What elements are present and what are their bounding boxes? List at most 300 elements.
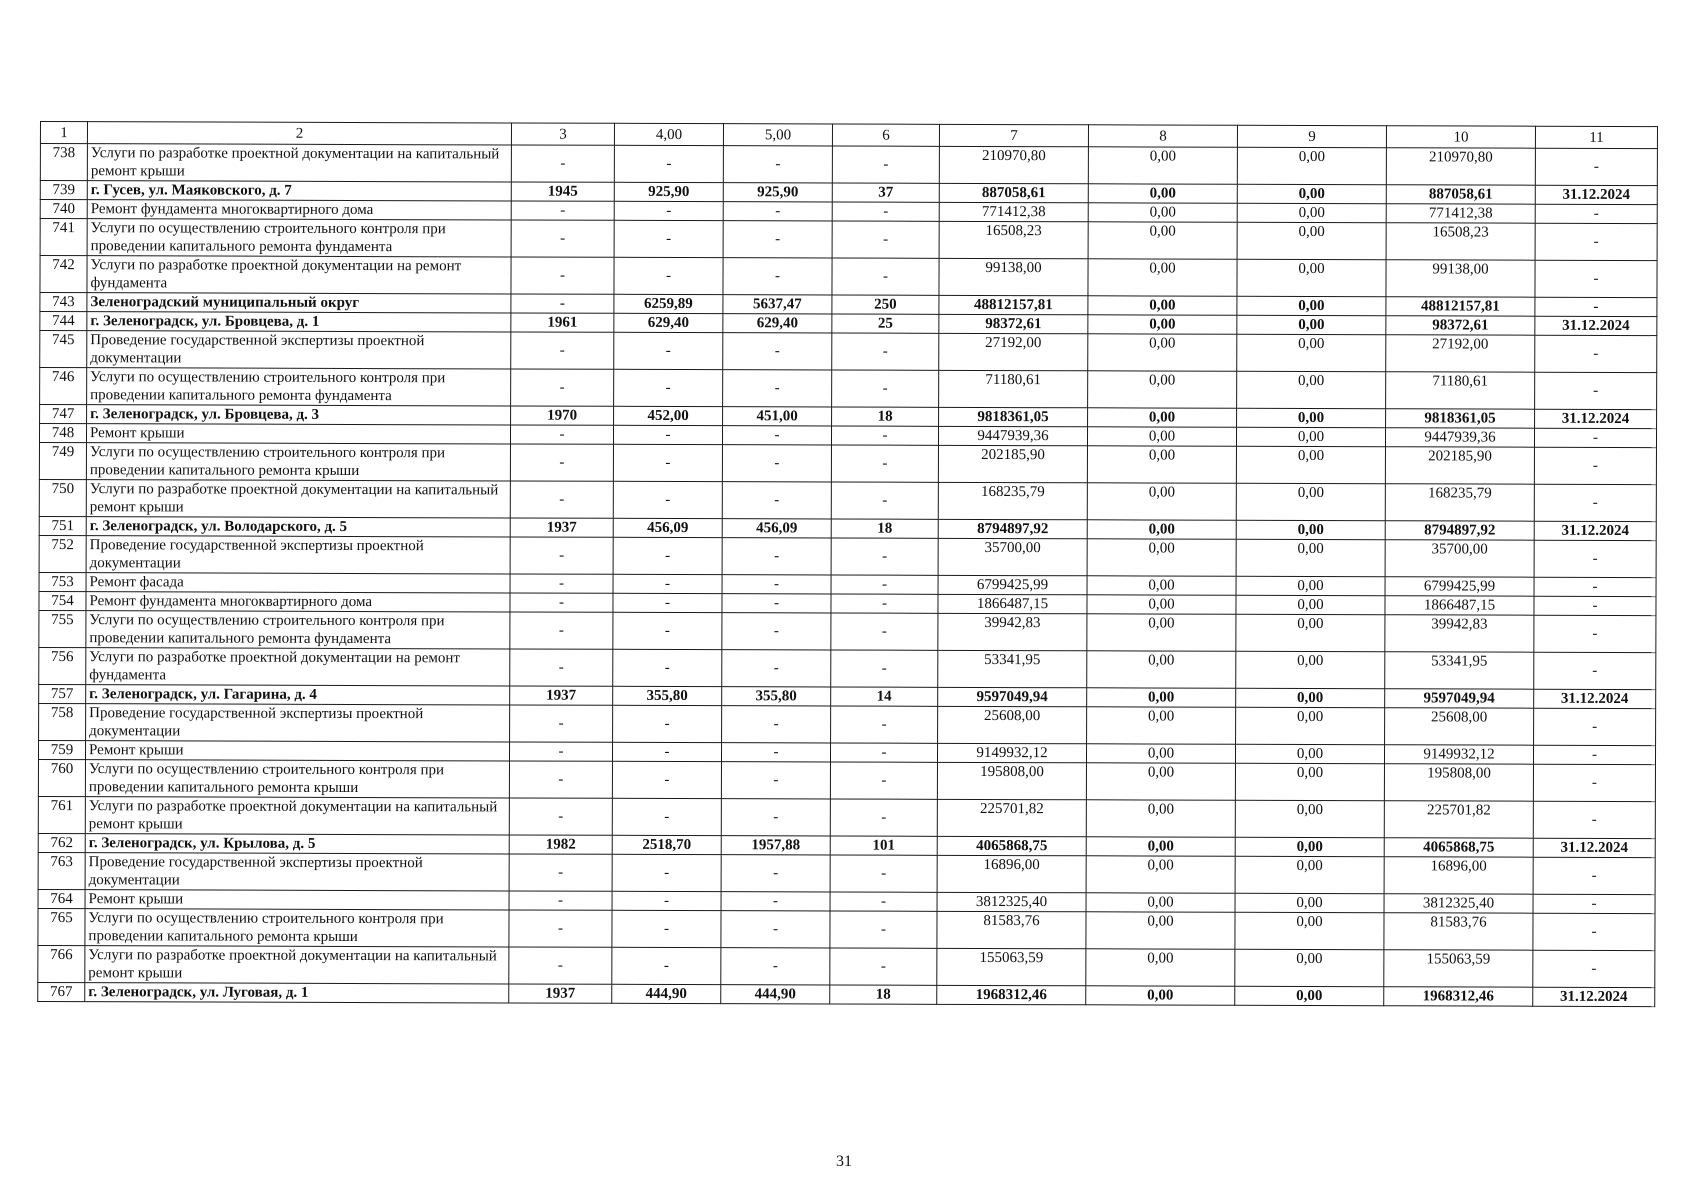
col-header: 9 — [1237, 125, 1386, 147]
fund-amount: 0,00 — [1088, 296, 1237, 315]
row-number: 740 — [40, 200, 87, 219]
budget-amount: 0,00 — [1236, 576, 1385, 595]
completion-date: - — [1534, 428, 1656, 447]
total-cost: 48812157,81 — [939, 295, 1088, 314]
row-number: 746 — [40, 368, 87, 405]
register-sheet — [40, 121, 1657, 1005]
total-cost: 99138,00 — [939, 258, 1088, 295]
year-built: - — [511, 220, 614, 257]
budget-amount: 0,00 — [1235, 837, 1384, 856]
budget-amount: 0,00 — [1237, 184, 1386, 203]
living-area: - — [723, 258, 832, 295]
completion-date: - — [1534, 484, 1656, 521]
budget-amount: 0,00 — [1235, 763, 1384, 800]
owner-funds: 48812157,81 — [1386, 297, 1535, 316]
col-header: 5,00 — [723, 124, 832, 146]
row-number: 760 — [38, 759, 85, 796]
total-area: - — [614, 145, 723, 182]
residents: 18 — [832, 407, 939, 426]
year-built: - — [510, 481, 613, 518]
completion-date: - — [1533, 857, 1655, 894]
completion-date: - — [1535, 372, 1657, 409]
total-area: - — [613, 612, 722, 649]
year-built: - — [509, 891, 612, 910]
completion-date: - — [1534, 708, 1656, 745]
budget-amount: 0,00 — [1237, 222, 1386, 259]
completion-date: 31.12.2024 — [1533, 838, 1655, 857]
col-header: 7 — [939, 124, 1088, 146]
year-built: - — [510, 537, 613, 574]
residents: - — [832, 258, 939, 295]
item-description: Ремонт фундамента многоквартирного дома — [86, 592, 510, 612]
fund-amount: 0,00 — [1087, 446, 1236, 483]
year-built: - — [509, 947, 612, 984]
total-area: - — [614, 201, 723, 220]
total-area: - — [613, 537, 722, 574]
completion-date: - — [1534, 447, 1656, 484]
completion-date: - — [1534, 615, 1656, 652]
budget-amount: 0,00 — [1237, 259, 1386, 296]
item-description: г. Зеленоградск, ул. Володарского, д. 5 — [86, 517, 510, 537]
total-area: - — [612, 891, 721, 910]
living-area: - — [722, 426, 831, 445]
residents: - — [831, 426, 938, 445]
year-built: - — [509, 742, 612, 761]
owner-funds: 81583,76 — [1384, 913, 1533, 950]
capital-repair-table — [37, 121, 1658, 1007]
work-item-row — [39, 647, 1656, 689]
owner-funds: 168235,79 — [1385, 484, 1534, 521]
living-area: - — [723, 221, 832, 258]
living-area: - — [722, 613, 831, 650]
fund-amount: 0,00 — [1088, 259, 1237, 296]
completion-date: - — [1534, 540, 1656, 577]
residents: - — [830, 911, 937, 948]
budget-amount: 0,00 — [1237, 334, 1386, 371]
row-number: 744 — [40, 312, 87, 331]
completion-date: 31.12.2024 — [1533, 987, 1655, 1006]
total-cost: 195808,00 — [937, 762, 1086, 799]
living-area: 5637,47 — [723, 295, 832, 314]
living-area: - — [721, 892, 830, 911]
total-area: - — [612, 854, 721, 891]
living-area: - — [723, 333, 832, 370]
owner-funds: 53341,95 — [1385, 652, 1534, 689]
item-description: Ремонт крыши — [86, 424, 510, 444]
budget-amount: 0,00 — [1235, 800, 1384, 837]
total-area: 6259,89 — [614, 294, 723, 313]
col-header: 8 — [1088, 125, 1237, 147]
living-area: 355,80 — [722, 687, 831, 706]
budget-amount: 0,00 — [1237, 147, 1386, 184]
fund-amount: 0,00 — [1086, 856, 1235, 893]
col-header: 2 — [87, 122, 511, 145]
residents: 250 — [832, 295, 939, 314]
item-description: Услуги по осуществлению строительного контроля при проведении капитального ремонта фундамента — [87, 368, 511, 406]
budget-amount: 0,00 — [1236, 614, 1385, 651]
year-built: - — [509, 798, 612, 835]
col-header: 1 — [40, 122, 87, 144]
living-area: - — [721, 762, 830, 799]
work-item-row — [39, 703, 1656, 745]
total-cost: 168235,79 — [938, 482, 1087, 519]
owner-funds: 155063,59 — [1384, 950, 1533, 987]
completion-date: - — [1533, 745, 1655, 764]
item-description: Ремонт фасада — [86, 573, 510, 593]
row-number: 745 — [40, 331, 87, 368]
work-item-row — [39, 442, 1656, 484]
budget-amount: 0,00 — [1236, 483, 1385, 520]
total-area: - — [614, 257, 723, 294]
fund-amount: 0,00 — [1086, 800, 1235, 837]
year-built: - — [509, 854, 612, 891]
budget-amount: 0,00 — [1235, 949, 1384, 986]
total-cost: 9818361,05 — [939, 407, 1088, 426]
row-number: 767 — [38, 982, 85, 1001]
total-cost: 9597049,94 — [938, 687, 1087, 706]
year-built: - — [510, 705, 613, 742]
completion-date: - — [1533, 950, 1655, 987]
work-item-row — [38, 759, 1655, 801]
owner-funds: 210970,80 — [1386, 148, 1535, 185]
total-cost: 6799425,99 — [938, 575, 1087, 594]
item-description: Услуги по осуществлению строительного контроля при проведении капитального ремонта фундамента — [87, 219, 511, 257]
living-area: - — [723, 370, 832, 407]
total-cost: 9149932,12 — [937, 743, 1086, 762]
living-area: 456,09 — [722, 519, 831, 538]
living-area: - — [721, 799, 830, 836]
budget-amount: 0,00 — [1235, 986, 1384, 1005]
budget-amount: 0,00 — [1237, 203, 1386, 222]
item-description: г. Зеленоградск, ул. Крылова, д. 5 — [85, 834, 509, 854]
year-built: 1945 — [511, 182, 614, 201]
fund-amount: 0,00 — [1087, 651, 1236, 688]
year-built: - — [510, 444, 613, 481]
page-number: 31 — [836, 1153, 852, 1170]
completion-date: - — [1534, 652, 1656, 689]
owner-funds: 35700,00 — [1385, 540, 1534, 577]
budget-amount: 0,00 — [1236, 595, 1385, 614]
fund-amount: 0,00 — [1087, 520, 1236, 539]
completion-date: - — [1534, 577, 1656, 596]
total-area: 925,90 — [614, 182, 723, 201]
total-cost: 1968312,46 — [937, 985, 1086, 1004]
owner-funds: 6799425,99 — [1385, 577, 1534, 596]
budget-amount: 0,00 — [1237, 408, 1386, 427]
completion-date: - — [1533, 894, 1655, 913]
total-area: 444,90 — [612, 984, 721, 1003]
item-description: Ремонт фундамента многоквартирного дома — [87, 200, 511, 220]
completion-date: 31.12.2024 — [1535, 185, 1657, 204]
budget-amount: 0,00 — [1236, 651, 1385, 688]
total-cost: 16508,23 — [939, 221, 1088, 258]
year-built: 1937 — [510, 518, 613, 537]
col-header: 3 — [511, 123, 614, 145]
residents: - — [832, 146, 939, 183]
item-description: Услуги по разработке проектной документации на капитальный ремонт крыши — [85, 946, 509, 984]
residents: 18 — [830, 985, 937, 1004]
residents: - — [830, 948, 937, 985]
budget-amount: 0,00 — [1236, 520, 1385, 539]
living-area: - — [721, 743, 830, 762]
total-cost: 53341,95 — [938, 650, 1087, 687]
living-area: - — [722, 575, 831, 594]
owner-funds: 16508,23 — [1386, 223, 1535, 260]
residents: - — [832, 221, 939, 258]
residents: - — [831, 575, 938, 594]
fund-amount: 0,00 — [1088, 408, 1237, 427]
total-cost: 71180,61 — [939, 370, 1088, 407]
total-cost: 3812325,40 — [937, 892, 1086, 911]
col-header: 4,00 — [614, 123, 723, 145]
owner-funds: 71180,61 — [1386, 372, 1535, 409]
completion-date: - — [1533, 913, 1655, 950]
owner-funds: 9149932,12 — [1384, 745, 1533, 764]
budget-amount: 0,00 — [1236, 427, 1385, 446]
total-cost: 35700,00 — [938, 538, 1087, 575]
row-number: 756 — [39, 647, 86, 684]
budget-amount: 0,00 — [1236, 539, 1385, 576]
item-description: Услуги по осуществлению строительного контроля при проведении капитального ремонта крыши — [85, 909, 509, 947]
row-number: 759 — [38, 740, 85, 759]
fund-amount: 0,00 — [1087, 707, 1236, 744]
total-cost: 771412,38 — [939, 202, 1088, 221]
total-area: - — [612, 742, 721, 761]
living-area: - — [721, 948, 830, 985]
year-built: - — [511, 201, 614, 220]
living-area: - — [722, 538, 831, 575]
total-cost: 25608,00 — [938, 706, 1087, 743]
work-item-row — [40, 144, 1657, 186]
year-built: - — [509, 910, 612, 947]
owner-funds: 99138,00 — [1386, 260, 1535, 297]
row-number: 738 — [40, 144, 87, 181]
budget-amount: 0,00 — [1236, 446, 1385, 483]
owner-funds: 39942,83 — [1385, 615, 1534, 652]
completion-date: 31.12.2024 — [1534, 689, 1656, 708]
budget-amount: 0,00 — [1236, 707, 1385, 744]
total-area: - — [614, 332, 723, 369]
completion-date: 31.12.2024 — [1535, 316, 1657, 335]
residents: 18 — [831, 519, 938, 538]
item-description: Ремонт крыши — [85, 890, 509, 910]
year-built: - — [510, 612, 613, 649]
total-cost: 202185,90 — [938, 445, 1087, 482]
owner-funds: 771412,38 — [1386, 204, 1535, 223]
residents: 14 — [831, 687, 938, 706]
residents: - — [831, 594, 938, 613]
col-header: 10 — [1386, 126, 1535, 148]
year-built: 1961 — [511, 313, 614, 332]
living-area: 629,40 — [723, 314, 832, 333]
budget-amount: 0,00 — [1237, 315, 1386, 334]
total-area: - — [613, 593, 722, 612]
work-item-row — [40, 256, 1657, 298]
item-description: Услуги по осуществлению строительного контроля при проведении капитального ремонта фундамента — [86, 611, 510, 649]
year-built: 1982 — [509, 835, 612, 854]
item-description: г. Зеленоградск, ул. Бровцева, д. 3 — [87, 405, 511, 425]
living-area: 1957,88 — [721, 836, 830, 855]
fund-amount: 0,00 — [1086, 912, 1235, 949]
living-area: - — [722, 706, 831, 743]
budget-amount: 0,00 — [1235, 856, 1384, 893]
total-cost: 98372,61 — [939, 314, 1088, 333]
completion-date: - — [1535, 260, 1657, 297]
item-description: г. Зеленоградск, ул. Луговая, д. 1 — [85, 983, 509, 1003]
row-number: 764 — [38, 889, 85, 908]
total-area: - — [614, 220, 723, 257]
row-number: 743 — [40, 293, 87, 312]
living-area: - — [722, 650, 831, 687]
col-header: 11 — [1535, 126, 1657, 148]
row-number: 739 — [40, 181, 87, 200]
year-built: - — [510, 593, 613, 612]
total-area: 355,80 — [613, 686, 722, 705]
fund-amount: 0,00 — [1088, 371, 1237, 408]
completion-date: - — [1535, 223, 1657, 260]
residents: - — [830, 743, 937, 762]
row-number: 747 — [40, 405, 87, 424]
item-description: Услуги по разработке проектной документации на ремонт фундамента — [87, 256, 511, 294]
owner-funds: 225701,82 — [1384, 801, 1533, 838]
owner-funds: 98372,61 — [1386, 316, 1535, 335]
owner-funds: 25608,00 — [1385, 708, 1534, 745]
total-area: - — [612, 910, 721, 947]
owner-funds: 4065868,75 — [1384, 838, 1533, 857]
row-number: 763 — [38, 852, 85, 889]
owner-funds: 887058,61 — [1386, 185, 1535, 204]
item-description: Услуги по разработке проектной документации на ремонт фундамента — [86, 648, 510, 686]
fund-amount: 0,00 — [1087, 539, 1236, 576]
year-built: - — [511, 294, 614, 313]
fund-amount: 0,00 — [1086, 893, 1235, 912]
item-description: г. Зеленоградск, ул. Гагарина, д. 4 — [86, 685, 510, 705]
row-number: 753 — [39, 572, 86, 591]
owner-funds: 16896,00 — [1384, 857, 1533, 894]
item-description: Услуги по разработке проектной документации на капитальный ремонт крыши — [86, 480, 510, 518]
completion-date: 31.12.2024 — [1535, 409, 1657, 428]
total-cost: 4065868,75 — [937, 836, 1086, 855]
fund-amount: 0,00 — [1088, 334, 1237, 371]
residents: - — [831, 706, 938, 743]
total-area: 629,40 — [614, 313, 723, 332]
total-cost: 8794897,92 — [938, 519, 1087, 538]
fund-amount: 0,00 — [1088, 147, 1237, 184]
residents: - — [831, 445, 938, 482]
budget-amount: 0,00 — [1237, 296, 1386, 315]
completion-date: - — [1534, 596, 1656, 615]
row-number: 765 — [38, 908, 85, 945]
total-area: - — [613, 649, 722, 686]
residents: - — [830, 799, 937, 836]
total-cost: 9447939,36 — [938, 426, 1087, 445]
item-description: Услуги по осуществлению строительного контроля при проведении капитального ремонта крыши — [85, 760, 509, 798]
total-area: - — [612, 798, 721, 835]
living-area: - — [722, 482, 831, 519]
work-item-row — [39, 479, 1656, 521]
fund-amount: 0,00 — [1087, 595, 1236, 614]
residents: - — [831, 538, 938, 575]
year-built: - — [511, 257, 614, 294]
work-item-row — [39, 610, 1656, 652]
fund-amount: 0,00 — [1086, 744, 1235, 763]
year-built: - — [511, 369, 614, 406]
completion-date: - — [1535, 297, 1657, 316]
work-item-row — [40, 219, 1657, 261]
owner-funds: 9447939,36 — [1385, 428, 1534, 447]
item-description: Проведение государственной экспертизы проектной документации — [86, 704, 510, 742]
owner-funds: 202185,90 — [1385, 447, 1534, 484]
owner-funds: 1968312,46 — [1384, 987, 1533, 1006]
budget-amount: 0,00 — [1235, 744, 1384, 763]
residents: - — [830, 762, 937, 799]
year-built: 1970 — [511, 406, 614, 425]
year-built: - — [509, 761, 612, 798]
total-area: - — [612, 761, 721, 798]
fund-amount: 0,00 — [1087, 576, 1236, 595]
living-area: 451,00 — [723, 407, 832, 426]
fund-amount: 0,00 — [1086, 949, 1235, 986]
item-description: Проведение государственной экспертизы проектной документации — [87, 331, 511, 369]
owner-funds: 3812325,40 — [1384, 894, 1533, 913]
year-built: - — [511, 145, 614, 182]
fund-amount: 0,00 — [1087, 688, 1236, 707]
owner-funds: 27192,00 — [1386, 335, 1535, 372]
row-number: 761 — [38, 796, 85, 833]
total-area: 452,00 — [614, 406, 723, 425]
item-description: Проведение государственной экспертизы проектной документации — [85, 853, 509, 891]
completion-date: - — [1535, 335, 1657, 372]
residents: 25 — [832, 314, 939, 333]
row-number: 755 — [39, 610, 86, 647]
completion-date: - — [1535, 148, 1657, 185]
item-description: г. Зеленоградск, ул. Бровцева, д. 1 — [87, 312, 511, 332]
work-item-row — [38, 852, 1655, 894]
work-item-row — [40, 368, 1657, 410]
budget-amount: 0,00 — [1236, 688, 1385, 707]
total-area: - — [614, 369, 723, 406]
year-built: - — [511, 332, 614, 369]
residents: - — [832, 370, 939, 407]
year-built: - — [510, 574, 613, 593]
total-cost: 81583,76 — [937, 911, 1086, 948]
living-area: - — [722, 445, 831, 482]
residents: - — [831, 613, 938, 650]
owner-funds: 8794897,92 — [1385, 521, 1534, 540]
year-built: 1937 — [509, 984, 612, 1003]
total-area: - — [613, 574, 722, 593]
row-number: 750 — [39, 479, 86, 516]
work-item-row — [38, 945, 1655, 987]
row-number: 741 — [40, 219, 87, 256]
row-number: 766 — [38, 945, 85, 982]
fund-amount: 0,00 — [1087, 427, 1236, 446]
living-area: 925,90 — [723, 183, 832, 202]
budget-amount: 0,00 — [1235, 912, 1384, 949]
budget-amount: 0,00 — [1235, 893, 1384, 912]
fund-amount: 0,00 — [1086, 763, 1235, 800]
fund-amount: 0,00 — [1088, 222, 1237, 259]
row-number: 748 — [39, 424, 86, 443]
total-cost: 155063,59 — [937, 948, 1086, 985]
completion-date: - — [1533, 801, 1655, 838]
row-number: 752 — [39, 535, 86, 572]
total-cost: 1866487,15 — [938, 594, 1087, 613]
work-item-row — [38, 796, 1655, 838]
address-row — [38, 982, 1655, 1006]
row-number: 758 — [39, 703, 86, 740]
item-description: Ремонт крыши — [85, 741, 509, 761]
